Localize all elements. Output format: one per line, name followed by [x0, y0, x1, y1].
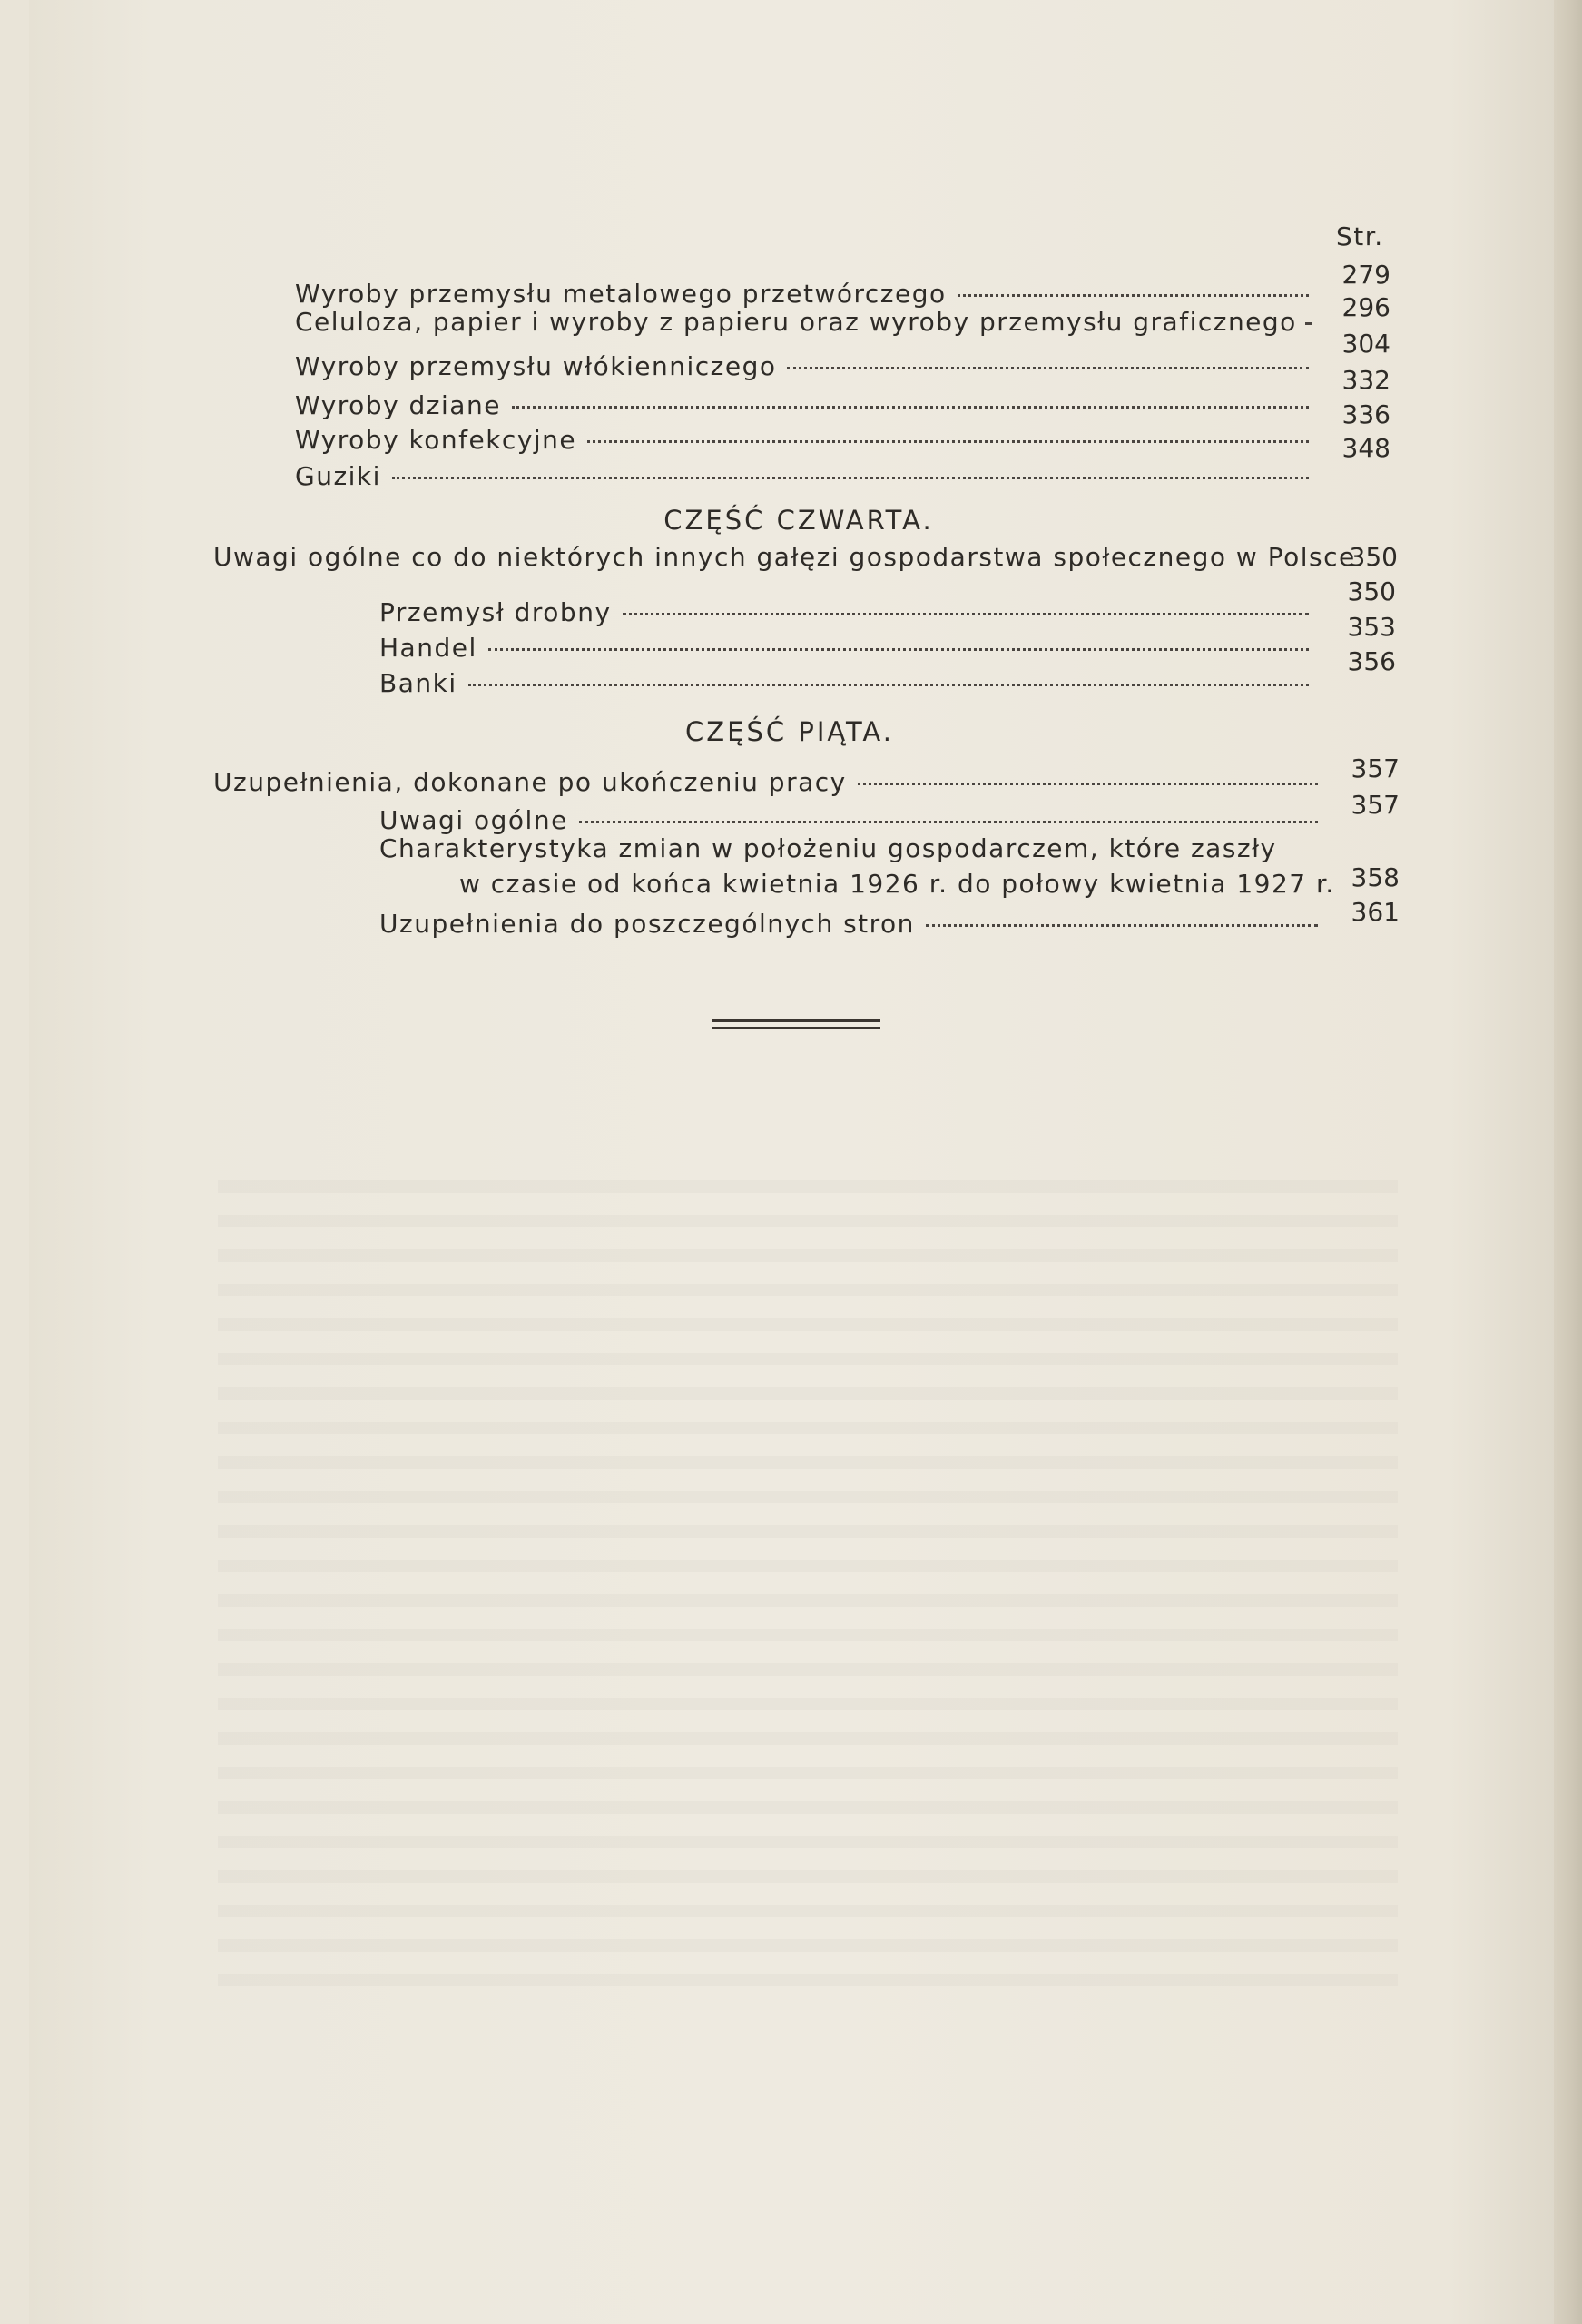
leader-dots: [1308, 297, 1309, 325]
toc-entry-page: 304: [1341, 329, 1390, 359]
leader-dots: [926, 899, 1318, 927]
separator-rule: [712, 1027, 880, 1029]
toc-entry-page: 350: [1347, 576, 1396, 606]
leader-dots: [587, 415, 1309, 443]
toc-entry-label: Wyroby przemysłu włókienniczego: [295, 351, 777, 381]
section-heading: CZĘŚĆ CZWARTA.: [663, 505, 934, 536]
toc-entry: [295, 420, 1325, 455]
toc-entry-page: 348: [1341, 433, 1390, 463]
leader-dots: [958, 269, 1309, 297]
toc-entry: [295, 302, 1325, 337]
toc-entry-page: 357: [1351, 753, 1400, 783]
toc-entry: [295, 457, 1325, 491]
toc-entry-page: 332: [1341, 365, 1390, 395]
toc-entry-label: Uwagi ogólne: [379, 805, 568, 835]
toc-entry-label: Guziki: [295, 461, 381, 491]
toc-entry-label: Celuloza, papier i wyroby z papieru oraz wyroby przemysłu graficznego: [295, 307, 1297, 337]
bleed-through-texture: [218, 1180, 1398, 1997]
toc-entry-label: Uzupełnienia, dokonane po ukończeniu pracy: [213, 767, 847, 797]
leader-dots: [392, 451, 1309, 479]
leader-dots: [623, 587, 1309, 615]
page-column-header: Str.: [1336, 222, 1384, 251]
toc-entry: [295, 386, 1325, 420]
toc-entry: [213, 763, 1334, 797]
toc-entry-label: Uzupełnienia do poszczególnych stron: [379, 909, 915, 939]
toc-entry-page: 353: [1347, 612, 1396, 642]
toc-entry: [213, 542, 1356, 573]
toc-entry-label: Wyroby konfekcyjne: [295, 425, 577, 455]
toc-entry-label: Charakterystyka zmian w położeniu gospodarczem, które zaszły: [379, 833, 1277, 863]
page-edge: [1554, 0, 1582, 2324]
toc-entry-page: 296: [1341, 292, 1390, 322]
toc-entry: [379, 628, 1325, 663]
toc-entry: [295, 347, 1325, 381]
toc-entry-page: 357: [1351, 790, 1400, 820]
separator-rule: [712, 1019, 880, 1022]
toc-entry-page: 356: [1347, 646, 1396, 676]
leader-dots: [468, 658, 1309, 686]
leader-dots: [512, 380, 1309, 409]
toc-entry-label: Wyroby przemysłu metalowego przetwórczego: [295, 279, 947, 309]
toc-entry-page: 336: [1341, 399, 1390, 429]
leader-dots: [488, 623, 1309, 651]
toc-entry-label: Wyroby dziane: [295, 390, 501, 420]
toc-entry-page: 350: [1349, 542, 1398, 572]
toc-entry: [379, 801, 1334, 835]
leader-dots: [579, 795, 1318, 823]
toc-entry-label-continuation: w czasie od końca kwietnia 1926 r. do połowy kwietnia 1927 r.: [459, 869, 1335, 899]
leader-dots: [858, 757, 1318, 785]
toc-entry-label: Handel: [379, 633, 477, 663]
section-heading: CZĘŚĆ PIĄTA.: [685, 716, 894, 747]
toc-entry-page: 279: [1341, 260, 1390, 290]
leader-dots: [787, 341, 1309, 369]
toc-entry-page: 361: [1351, 897, 1400, 927]
toc-entry: [379, 904, 1334, 939]
toc-entry-label: Uwagi ogólne co do niektórych innych gałęzi gospodarstwa społecznego w Polsce: [213, 542, 1356, 572]
toc-entry-label: Przemysł drobny: [379, 597, 612, 627]
toc-entry: [379, 593, 1325, 627]
toc-entry-page: 358: [1351, 862, 1400, 892]
toc-entry: [379, 664, 1325, 698]
toc-entry: [295, 274, 1325, 309]
toc-entry-label: Banki: [379, 668, 457, 698]
